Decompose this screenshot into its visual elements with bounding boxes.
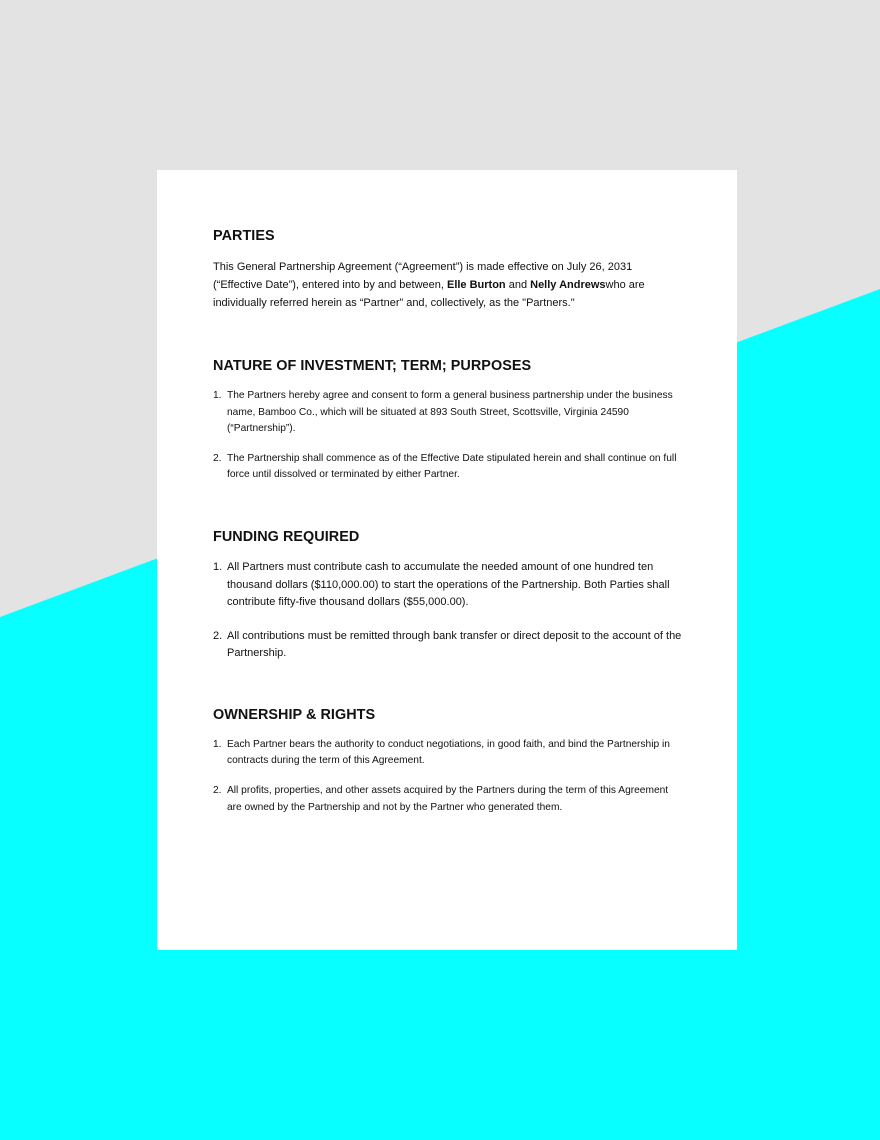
ownership-section: [213, 705, 683, 816]
funding-item: [213, 628, 683, 663]
parties-connector: and: [505, 278, 531, 291]
parties-intro-before: This General Partnership Agreement (“Agreement”) is made effective on July 26, 2031 (“Effective Date”), entered into by and between,: [213, 261, 633, 291]
funding-item-text: All contributions must be remitted through bank transfer or direct deposit to the account of the Partnership.: [227, 629, 682, 660]
funding-heading: FUNDING REQUIRED: [213, 529, 360, 546]
funding-section: [213, 527, 683, 663]
ownership-heading: OWNERSHIP & RIGHTS: [213, 706, 376, 723]
ownership-item-text: Each Partner bears the authority to conduct negotiations, in good faith, and bind the Partnership in contracts during the term of this Agreement.: [227, 738, 670, 767]
funding-item-number: 2.: [213, 629, 223, 642]
ownership-item-text: All profits, properties, and other assets acquired by the Partners during the term of this Agreement are owned by the Partnership and not by the Partner who generated them.: [227, 785, 669, 813]
nature-heading: NATURE OF INVESTMENT; TERM; PURPOSES: [213, 358, 532, 375]
document-content: [213, 226, 683, 816]
funding-list: [213, 559, 683, 663]
parties-section: [213, 226, 683, 312]
ownership-item-number: 1.: [213, 738, 222, 750]
funding-item-text: All Partners must contribute cash to accumulate the needed amount of one hundred ten thousand dollars ($110,000.00) to start the operations of the Partnership. Both Parties shall contribute fifty-five thousand dollars ($55,000.00).: [227, 561, 670, 609]
funding-item-number: 1.: [213, 561, 223, 574]
nature-item: [213, 451, 683, 483]
parties-paragraph: [213, 259, 683, 312]
partner-one-name: Elle Burton: [446, 278, 506, 291]
funding-item: [213, 559, 683, 612]
nature-list: [213, 388, 683, 483]
ownership-list: [213, 737, 683, 816]
nature-item-text: The Partnership shall commence as of the Effective Date stipulated herein and shall continue on full force until dissolved or terminated by either Partner.: [227, 453, 677, 481]
ownership-item: [213, 737, 683, 769]
parties-heading: PARTIES: [213, 228, 275, 244]
parties-intro-after: who are individually referred herein as “Partner” and, collectively, as the "Partners.": [213, 278, 645, 309]
ownership-item-number: 2.: [213, 785, 222, 797]
document-page: [157, 170, 737, 950]
nature-section: [213, 356, 683, 483]
partner-two-name: Nelly Andrews: [530, 278, 606, 291]
ownership-item: [213, 783, 683, 815]
nature-item-number: 2.: [213, 453, 222, 464]
nature-item-number: 1.: [213, 390, 222, 402]
nature-item: [213, 388, 683, 437]
nature-item-text: The Partners hereby agree and consent to form a general business partnership under the business name, Bamboo Co., which will be situated at 893 South Street, Scottsville, Virginia 24590 (“Partnership”).: [227, 390, 673, 434]
